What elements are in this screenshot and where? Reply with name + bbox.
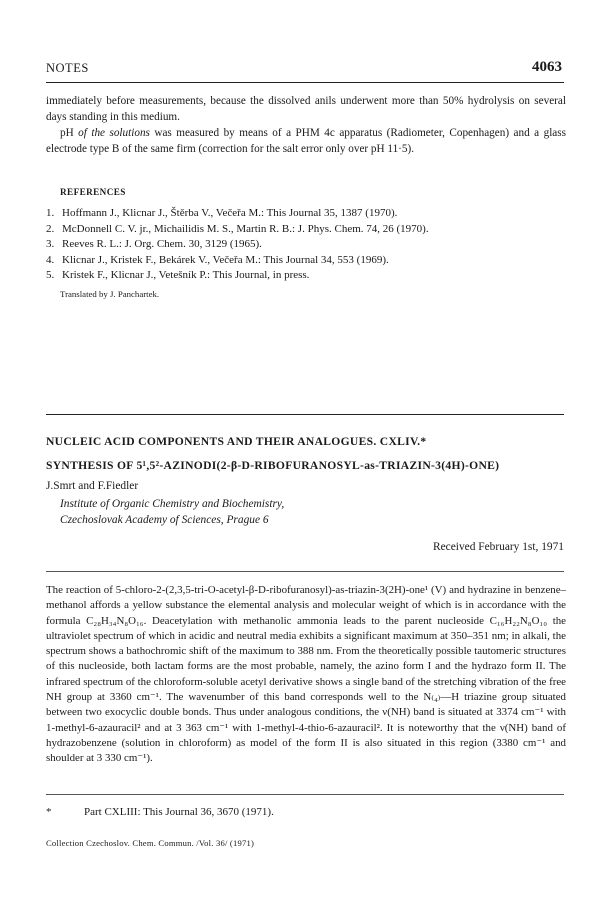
footnote-text: Part CXLIII: This Journal 36, 3670 (1971). <box>84 806 274 818</box>
references-list <box>46 206 566 284</box>
journal-footer: Collection Czechoslov. Chem. Commun. /Vol. 36/ (1971) <box>46 838 255 848</box>
section-title: NOTES <box>46 61 89 75</box>
running-head <box>46 60 562 80</box>
ph-paragraph <box>46 126 566 158</box>
abstract-top-rule <box>46 571 564 572</box>
ph-italic: of the solutions <box>78 127 150 139</box>
affiliation-line1: Institute of Organic Chemistry and Biochemistry, <box>60 498 285 510</box>
reference-item <box>46 206 566 222</box>
references-heading: REFERENCES <box>60 187 126 197</box>
reference-number: 2. <box>46 222 55 235</box>
article-title-line2: SYNTHESIS OF 5¹,5²-AZINODI(2-β-D-RIBOFURANOSYL-as-TRIAZIN-3(4H)-ONE) <box>46 459 500 472</box>
article-separator-rule <box>46 414 564 415</box>
affiliation-line2: Czechoslovak Academy of Sciences, Prague 6 <box>60 514 269 526</box>
reference-text: Klicnar J., Kristek F., Bekárek V., Večeřa M.: This Journal 34, 553 (1969). <box>62 253 389 266</box>
reference-number: 4. <box>46 253 55 266</box>
reference-text: Reeves R. L.: J. Org. Chem. 30, 3129 (1965). <box>62 238 262 251</box>
abstract: The reaction of 5-chloro-2-(2,3,5-tri-O-acetyl-β-D-ribofuranosyl)-as-triazin-3(2H)-one¹ (V) and hydrazine in benzene–methanol affords a yellow substance the elemental analysis and molecular weight of which is in accordance with the formula C₂₈H₃₄N₈O₁₆. Deacetylation with methanolic ammonia leads to the parent nucleoside C₁₆H₂₂N₈O₁₀ the ultraviolet spectrum of which in acidic and neutral media exhibits a significant maximum at 350–351 nm; in alkali, the spectrum shows a bathochromic shift of the maximum to 388 nm. From the theoretically possible tautomeric structures of this nucleoside, both lactam forms are the most probable, namely, the azino form I and the hydrazo form II. The infrared spectrum of the chloroform-soluble acetyl derivative shows a single band of the stretching vibration of the free NH group at 3360 cm⁻¹. The wavenumber of this band corresponds well to the N₍₄₎—H triazine group situated between two exocyclic double bonds. Thus under analogous conditions, the ν(NH) band is situated at 3374 cm⁻¹ with 1-methyl-6-azauracil² and at 3 363 cm⁻¹ with 1-methyl-4-thio-6-azauracil². It is noteworthy that the ν(NH) band of hydrazobenzene (solution in chloroform) as model of the form II is also situated in this region (3380 cm⁻¹ and shoulder at 3 330 cm⁻¹). <box>46 584 566 765</box>
received-date: Received February 1st, 1971 <box>433 541 564 553</box>
ph-lead: pH <box>60 127 79 139</box>
abstract-bottom-rule <box>46 794 564 795</box>
reference-text: Kristek F., Klicnar J., Vetešník P.: This Journal, in press. <box>62 269 310 282</box>
footnote-mark: * <box>46 806 52 818</box>
reference-text: McDonnell C. V. jr., Michailidis M. S., Martin R. B.: J. Phys. Chem. 74, 26 (1970). <box>62 222 429 235</box>
ph-rest: was measured by means of a PHM 4c apparatus (Radiometer, Copenhagen) and a glass electrode type B of the same firm (correction for the salt error only over pH 11·5). <box>46 127 566 155</box>
reference-item <box>46 268 566 284</box>
reference-item <box>46 253 566 269</box>
affiliation <box>60 496 284 528</box>
reference-item <box>46 237 566 253</box>
footnote <box>46 806 274 818</box>
reference-text: Hoffmann J., Klicnar J., Štěrba V., Večeřa M.: This Journal 35, 1387 (1970). <box>62 207 398 219</box>
reference-number: 3. <box>46 238 55 251</box>
reference-item <box>46 222 566 238</box>
continuation-paragraph: immediately before measurements, because the dissolved anils underwent more than 50% hydrolysis on several days standing in this medium. <box>46 95 566 123</box>
translator-note: Translated by J. Panchartek. <box>60 289 160 299</box>
article-title-line1: NUCLEIC ACID COMPONENTS AND THEIR ANALOGUES. CXLIV.* <box>46 435 427 448</box>
header-rule <box>46 82 564 83</box>
reference-number: 5. <box>46 269 55 282</box>
page-number: 4063 <box>532 59 562 75</box>
article-title <box>46 430 566 478</box>
authors: J.Smrt and F.Fiedler <box>46 480 139 492</box>
reference-number: 1. <box>46 207 55 219</box>
